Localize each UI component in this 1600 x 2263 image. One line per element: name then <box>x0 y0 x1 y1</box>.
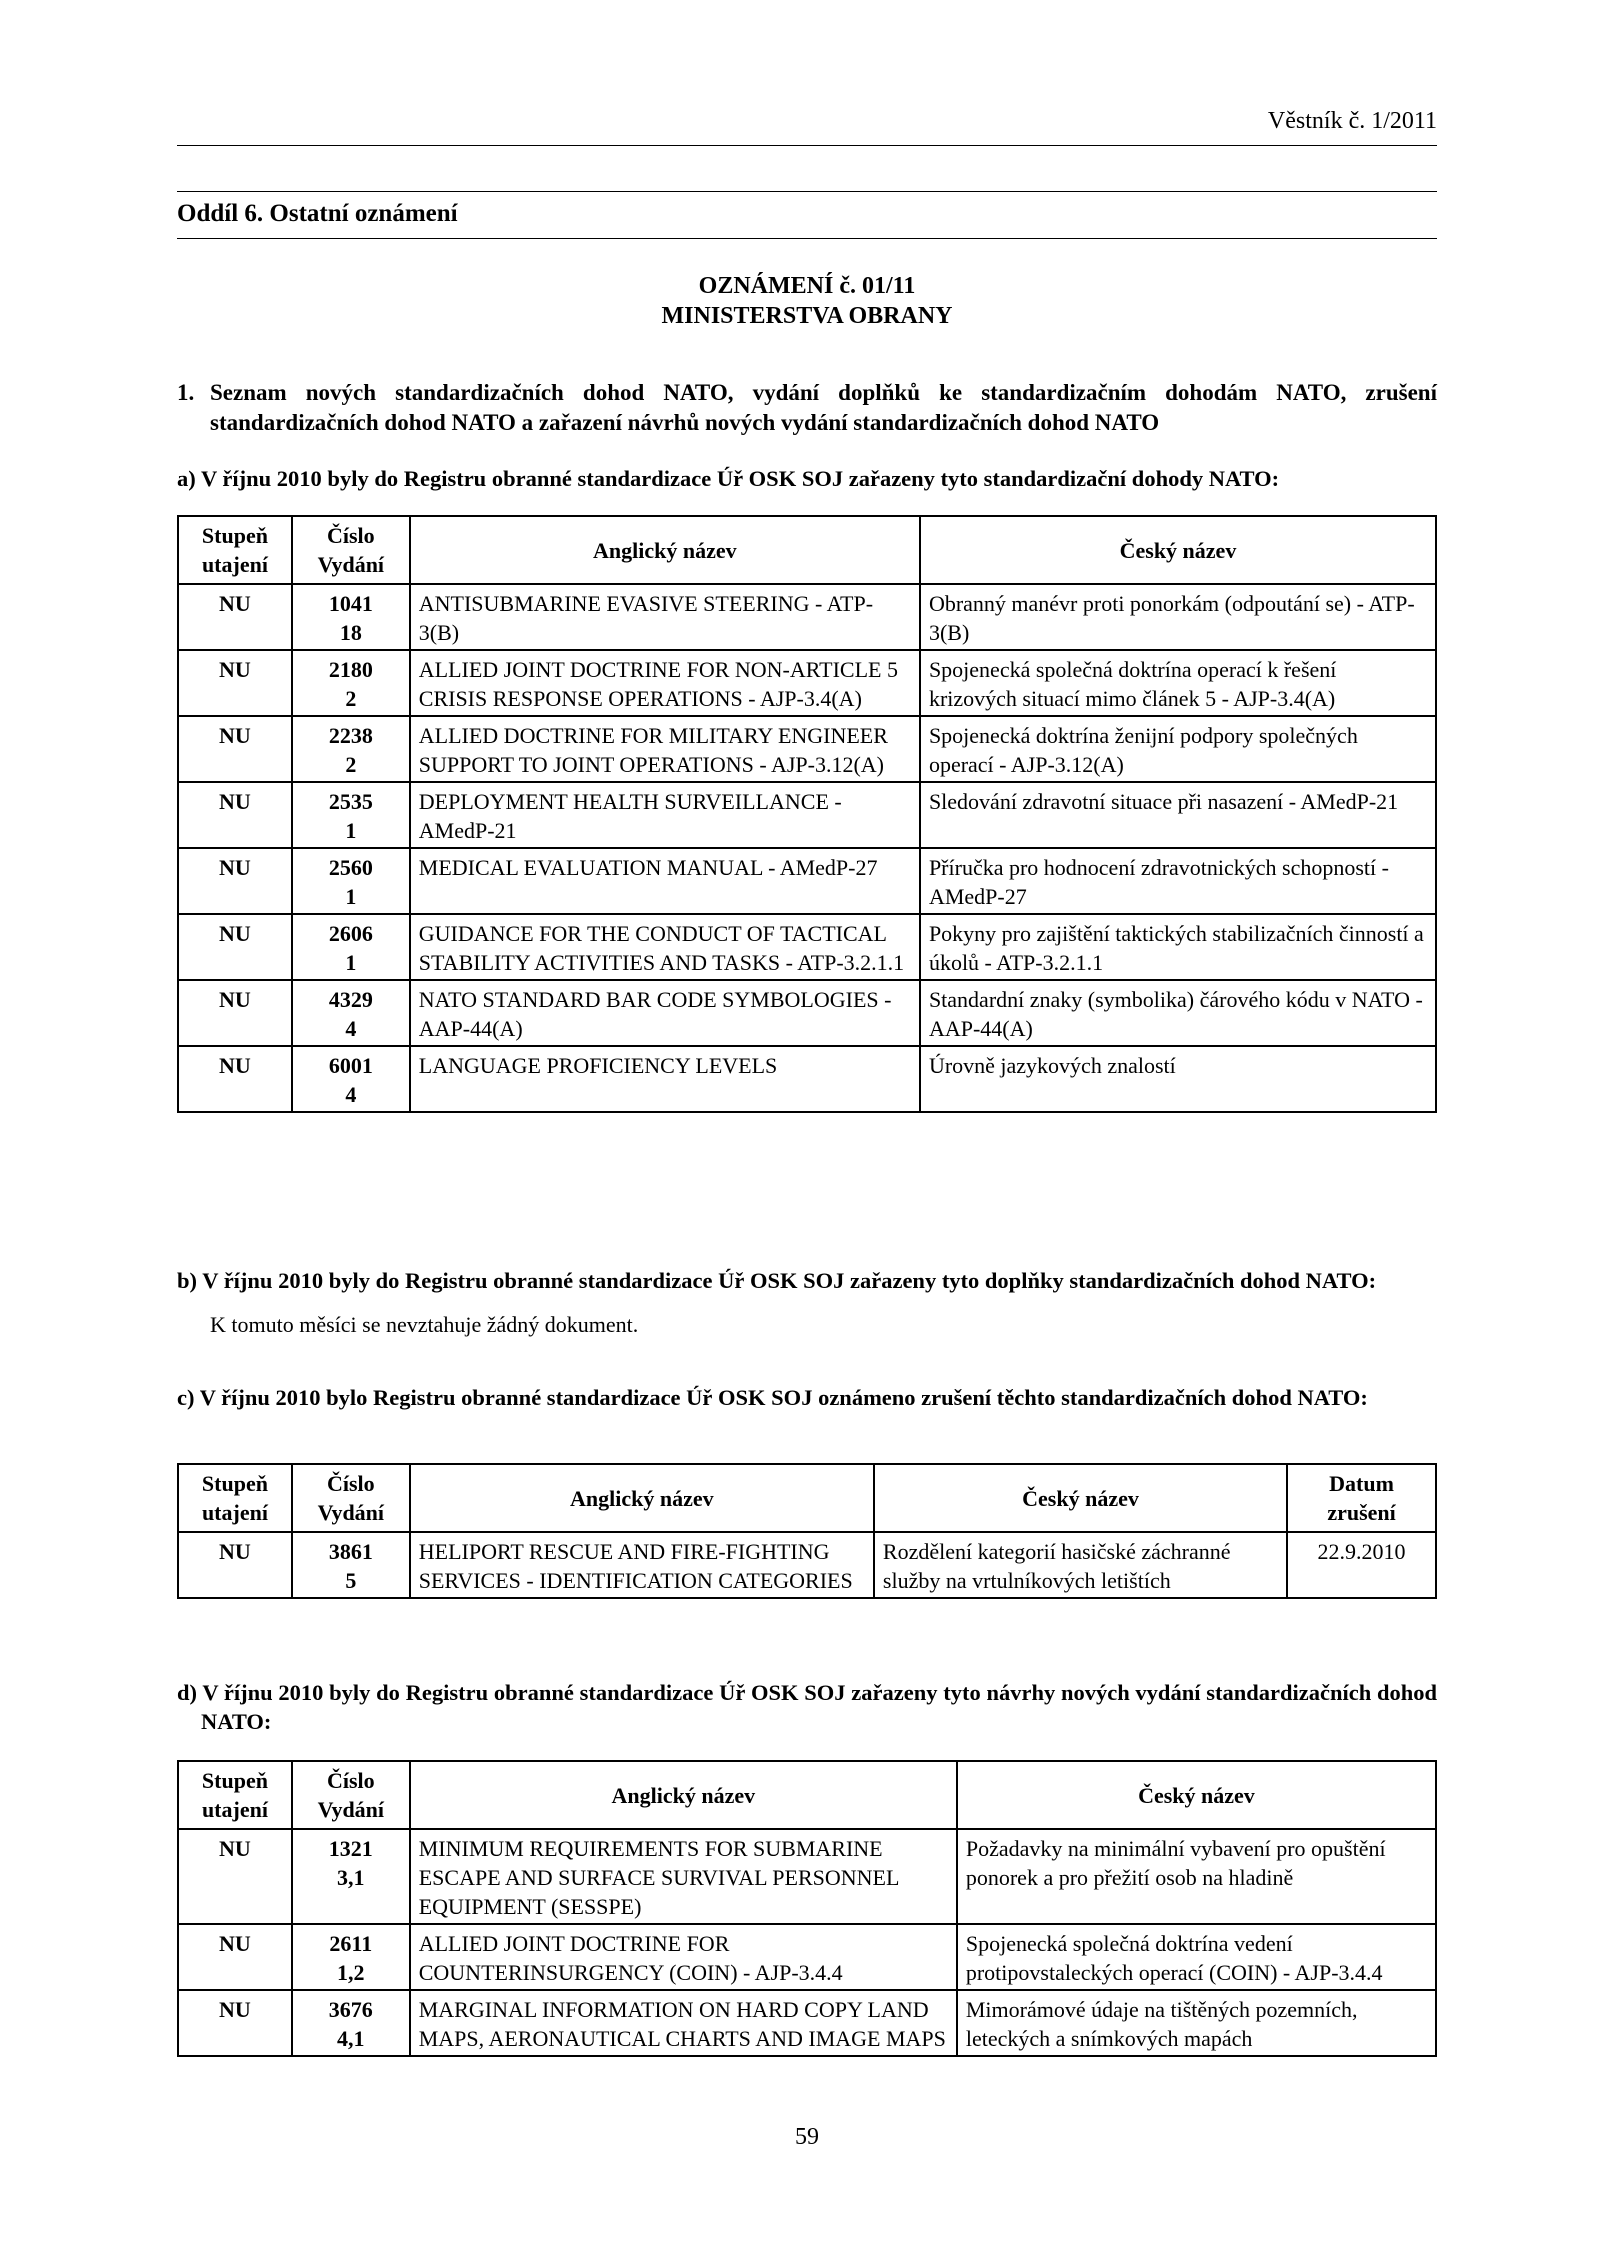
agreement-number: 3861 <box>328 1539 373 1564</box>
col-level-line1: Stupeň <box>201 1471 268 1496</box>
col-level-header <box>178 516 292 584</box>
col-number-line1: Číslo <box>326 1471 375 1496</box>
agreement-number-cell <box>292 1829 410 1924</box>
czech-title-cell: Sledování zdravotní situace při nasazení - AMedP-21 <box>920 782 1436 848</box>
intro-text: Seznam nových standardizačních dohod NATO, vydání doplňků ke standardizačním dohodám NATO, zrušení standardizačních dohod NATO a zařazení návrhů nových vydání standardizačních dohod NATO <box>210 380 1437 435</box>
czech-title-cell: Pokyny pro zajištění taktických stabilizačních činností a úkolů - ATP-3.2.1.1 <box>920 914 1436 980</box>
header-rule <box>177 145 1437 146</box>
edition-number: 1 <box>345 884 357 909</box>
section-b-heading-text: b) V říjnu 2010 byly do Registru obranné standardizace Úř OSK SOJ zařazeny tyto doplňky standardizačních dohod NATO: <box>177 1268 1377 1293</box>
edition-number: 5 <box>345 1568 357 1593</box>
table-row <box>178 1924 1436 1990</box>
col-number-line2: Vydání <box>317 1500 385 1525</box>
edition-number: 18 <box>339 620 362 645</box>
intro-paragraph <box>177 378 1437 438</box>
english-title-cell: HELIPORT RESCUE AND FIRE-FIGHTING SERVICES - IDENTIFICATION CATEGORIES <box>410 1532 874 1598</box>
section-c-heading <box>177 1383 1437 1412</box>
agreement-number: 2560 <box>328 855 373 880</box>
intro-number: 1. <box>177 380 195 405</box>
edition-number: 2 <box>345 686 357 711</box>
col-number-line1: Číslo <box>326 523 375 548</box>
czech-title-cell: Rozdělení kategorií hasičské záchranné služby na vrtulníkových letištích <box>874 1532 1287 1598</box>
table-row <box>178 782 1436 848</box>
english-title-cell: MARGINAL INFORMATION ON HARD COPY LAND MAPS, AERONAUTICAL CHARTS AND IMAGE MAPS <box>410 1990 957 2056</box>
agreement-number-cell <box>292 716 410 782</box>
table-row <box>178 1829 1436 1924</box>
agreement-number: 1321 <box>328 1836 373 1861</box>
col-czech-header: Český název <box>957 1761 1436 1829</box>
agreement-number-cell <box>292 1046 410 1112</box>
agreement-number: 2611 <box>329 1931 373 1956</box>
edition-number: 4 <box>345 1082 357 1107</box>
table-a <box>177 515 1437 1113</box>
table-row <box>178 1046 1436 1112</box>
table-row <box>178 1532 1436 1598</box>
table-a-header <box>178 516 1436 584</box>
col-czech-header: Český název <box>874 1464 1287 1532</box>
col-level-line1: Stupeň <box>201 1768 268 1793</box>
agreement-number-cell <box>292 782 410 848</box>
section-a-heading <box>177 464 1437 493</box>
table-row <box>178 584 1436 650</box>
table-row <box>178 650 1436 716</box>
col-number-header <box>292 516 410 584</box>
agreement-number-cell <box>292 848 410 914</box>
classification-cell: NU <box>178 848 292 914</box>
table-c <box>177 1463 1437 1599</box>
col-english-header: Anglický název <box>410 516 920 584</box>
classification-cell: NU <box>178 1990 292 2056</box>
classification-cell: NU <box>178 914 292 980</box>
col-english-header: Anglický název <box>410 1464 874 1532</box>
agreement-number: 3676 <box>328 1997 373 2022</box>
section-rule-top <box>177 191 1437 192</box>
col-number-header <box>292 1761 410 1829</box>
agreement-number: 4329 <box>328 987 373 1012</box>
table-d-header <box>178 1761 1436 1829</box>
english-title-cell: ALLIED DOCTRINE FOR MILITARY ENGINEER SUPPORT TO JOINT OPERATIONS - AJP-3.12(A) <box>410 716 920 782</box>
col-level-line2: utajení <box>201 1500 268 1525</box>
col-number-line2: Vydání <box>317 552 385 577</box>
edition-number: 3,1 <box>337 1865 365 1890</box>
agreement-number-cell <box>292 650 410 716</box>
czech-title-cell: Spojenecká společná doktrína operací k řešení krizových situací mimo článek 5 - AJP-3.4(A) <box>920 650 1436 716</box>
czech-title-cell: Spojenecká doktrína ženijní podpory společných operací - AJP-3.12(A) <box>920 716 1436 782</box>
classification-cell: NU <box>178 650 292 716</box>
agreement-number-cell <box>292 1990 410 2056</box>
classification-cell: NU <box>178 1046 292 1112</box>
classification-cell: NU <box>178 1829 292 1924</box>
agreement-number: 1041 <box>328 591 373 616</box>
notice-title-line2: MINISTERSTVA OBRANY <box>661 303 953 329</box>
classification-cell: NU <box>178 1532 292 1598</box>
agreement-number: 2180 <box>328 657 373 682</box>
col-level-line1: Stupeň <box>201 523 268 548</box>
czech-title-cell: Standardní znaky (symbolika) čárového kódu v NATO - AAP-44(A) <box>920 980 1436 1046</box>
english-title-cell: ANTISUBMARINE EVASIVE STEERING - ATP-3(B) <box>410 584 920 650</box>
edition-number: 4,1 <box>337 2026 365 2051</box>
col-level-header <box>178 1761 292 1829</box>
table-row <box>178 980 1436 1046</box>
col-cancel-line1: Datum <box>1329 1471 1394 1496</box>
col-level-line2: utajení <box>201 1797 268 1822</box>
agreement-number-cell <box>292 914 410 980</box>
agreement-number-cell <box>292 584 410 650</box>
czech-title-cell: Úrovně jazykových znalostí <box>920 1046 1436 1112</box>
section-d-heading-text: d) V říjnu 2010 byly do Registru obranné standardizace Úř OSK SOJ zařazeny tyto návrhy nových vydání standardizačních dohod NATO: <box>177 1680 1437 1734</box>
col-cancel-date-header <box>1287 1464 1436 1532</box>
agreement-number: 2238 <box>328 723 373 748</box>
section-title: Oddíl 6. Ostatní oznámení <box>177 200 458 227</box>
english-title-cell: MEDICAL EVALUATION MANUAL - AMedP-27 <box>410 848 920 914</box>
table-row <box>178 1990 1436 2056</box>
agreement-number: 6001 <box>328 1053 373 1078</box>
edition-number: 4 <box>345 1016 357 1041</box>
col-cancel-line2: zrušení <box>1327 1500 1396 1525</box>
table-d <box>177 1760 1437 2057</box>
section-b-note: K tomuto měsíci se nevztahuje žádný dokument. <box>210 1312 639 1337</box>
english-title-cell: LANGUAGE PROFICIENCY LEVELS <box>410 1046 920 1112</box>
table-row <box>178 716 1436 782</box>
section-c-heading-text: c) V říjnu 2010 bylo Registru obranné standardizace Úř OSK SOJ oznámeno zrušení těchto standardizačních dohod NATO: <box>177 1385 1368 1410</box>
cancel-date-cell: 22.9.2010 <box>1287 1532 1436 1598</box>
czech-title-cell: Spojenecká společná doktrína vedení protipovstaleckých operací (COIN) - AJP-3.4.4 <box>957 1924 1436 1990</box>
english-title-cell: MINIMUM REQUIREMENTS FOR SUBMARINE ESCAPE AND SURFACE SURVIVAL PERSONNEL EQUIPMENT (SESSPE) <box>410 1829 957 1924</box>
classification-cell: NU <box>178 980 292 1046</box>
agreement-number-cell <box>292 1532 410 1598</box>
table-row <box>178 848 1436 914</box>
czech-title-cell: Příručka pro hodnocení zdravotnických schopností - AMedP-27 <box>920 848 1436 914</box>
section-d-heading <box>177 1678 1437 1736</box>
agreement-number: 2606 <box>328 921 373 946</box>
classification-cell: NU <box>178 782 292 848</box>
notice-title <box>177 271 1437 331</box>
edition-number: 2 <box>345 752 357 777</box>
czech-title-cell: Obranný manévr proti ponorkám (odpoutání se) - ATP-3(B) <box>920 584 1436 650</box>
section-a-heading-text: a) V říjnu 2010 byly do Registru obranné standardizace Úř OSK SOJ zařazeny tyto standardizační dohody NATO: <box>177 466 1280 491</box>
english-title-cell: ALLIED JOINT DOCTRINE FOR NON-ARTICLE 5 CRISIS RESPONSE OPERATIONS - AJP-3.4(A) <box>410 650 920 716</box>
col-czech-header: Český název <box>920 516 1436 584</box>
edition-number: 1 <box>345 950 357 975</box>
english-title-cell: NATO STANDARD BAR CODE SYMBOLOGIES - AAP-44(A) <box>410 980 920 1046</box>
bulletin-header: Věstník č. 1/2011 <box>1267 108 1437 134</box>
edition-number: 1,2 <box>337 1960 365 1985</box>
page-number: 59 <box>795 2124 819 2150</box>
col-number-header <box>292 1464 410 1532</box>
table-a-body <box>178 584 1436 1112</box>
table-d-body <box>178 1829 1436 2056</box>
col-number-line2: Vydání <box>317 1797 385 1822</box>
czech-title-cell: Mimorámové údaje na tištěných pozemních, leteckých a snímkových mapách <box>957 1990 1436 2056</box>
notice-title-line1: OZNÁMENÍ č. 01/11 <box>698 273 916 299</box>
edition-number: 1 <box>345 818 357 843</box>
table-c-header <box>178 1464 1436 1532</box>
czech-title-cell: Požadavky na minimální vybavení pro opuštění ponorek a pro přežití osob na hladině <box>957 1829 1436 1924</box>
agreement-number: 2535 <box>328 789 373 814</box>
section-rule-bottom <box>177 238 1437 239</box>
col-level-line2: utajení <box>201 552 268 577</box>
col-number-line1: Číslo <box>326 1768 375 1793</box>
classification-cell: NU <box>178 1924 292 1990</box>
classification-cell: NU <box>178 716 292 782</box>
section-b-heading <box>177 1266 1437 1295</box>
col-level-header <box>178 1464 292 1532</box>
agreement-number-cell <box>292 980 410 1046</box>
english-title-cell: DEPLOYMENT HEALTH SURVEILLANCE - AMedP-21 <box>410 782 920 848</box>
table-c-body <box>178 1532 1436 1598</box>
agreement-number-cell <box>292 1924 410 1990</box>
classification-cell: NU <box>178 584 292 650</box>
col-english-header: Anglický název <box>410 1761 957 1829</box>
table-row <box>178 914 1436 980</box>
english-title-cell: GUIDANCE FOR THE CONDUCT OF TACTICAL STABILITY ACTIVITIES AND TASKS - ATP-3.2.1.1 <box>410 914 920 980</box>
english-title-cell: ALLIED JOINT DOCTRINE FOR COUNTERINSURGENCY (COIN) - AJP-3.4.4 <box>410 1924 957 1990</box>
